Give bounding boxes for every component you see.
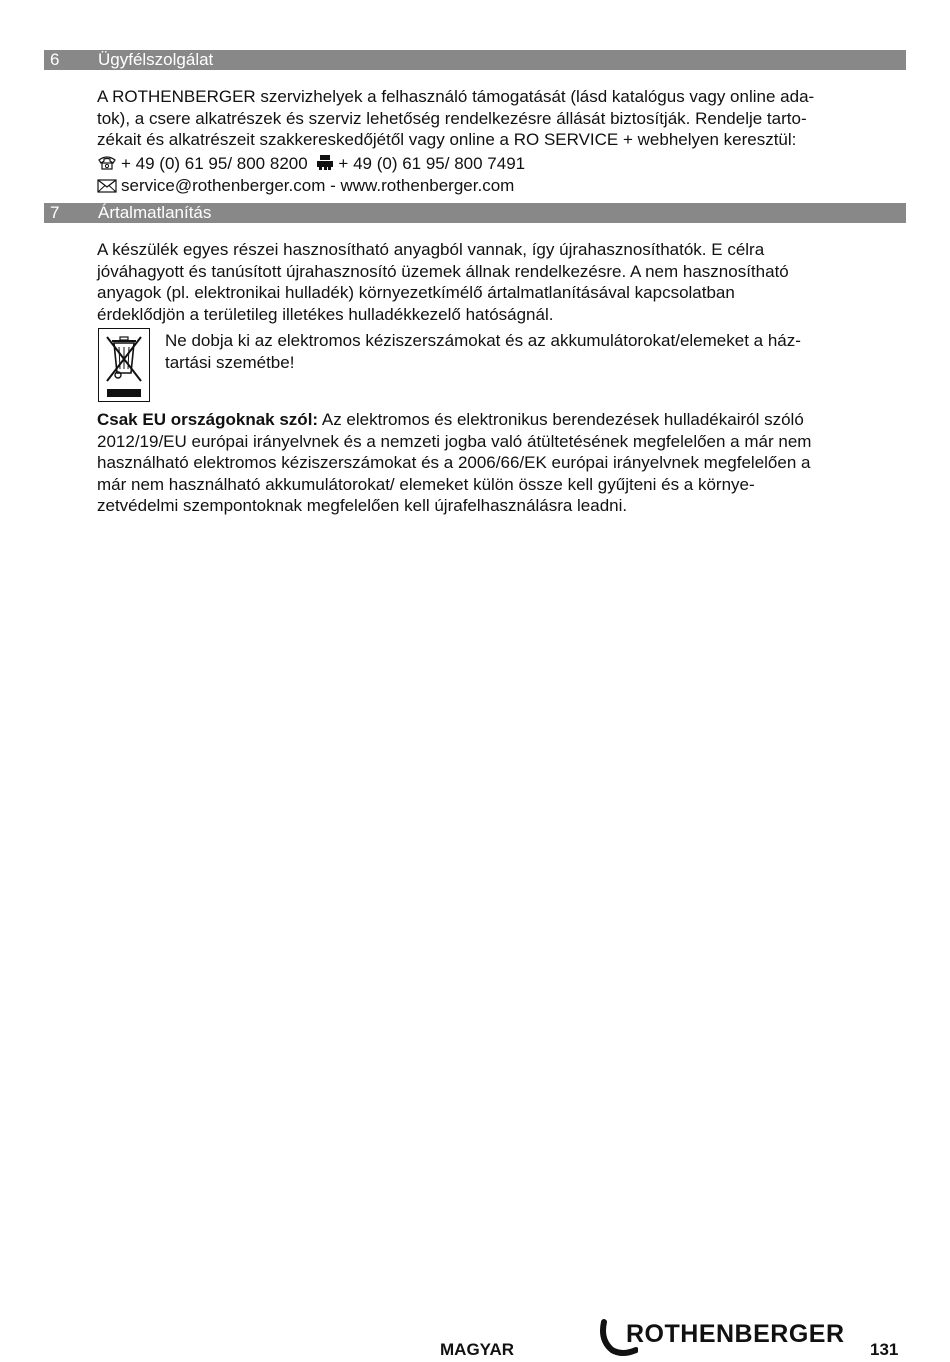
- phone-number: + 49 (0) 61 95/ 800 8200: [121, 154, 308, 173]
- text-line: zetvédelmi szempontoknak megfelelően kell újrafelhasználásra leadni.: [97, 496, 628, 515]
- phone-icon: [97, 155, 117, 177]
- brand-logo: [598, 1318, 854, 1358]
- disposal-warning: [165, 330, 890, 373]
- section-number: 7: [50, 203, 60, 222]
- text-line: már nem használható akkumulátorokat/ elemeket külön össze kell gyűjteni és a környe-: [97, 474, 755, 494]
- text-line: érdeklődjön a területileg illetékes hulladékkezelő hatóságnál.: [97, 304, 554, 324]
- fax-number: + 49 (0) 61 95/ 800 7491: [338, 154, 526, 173]
- text-line: tok), a csere alkatrészek és szerviz lehetőség rendelkezésre állását biztosítják. Rendelje tarto-: [97, 108, 807, 128]
- text-line: A készülék egyes részei hasznosítható anyagból vannak, így újrahasznosíthatók. E célra: [97, 240, 765, 259]
- text-line: 2012/19/EU európai irányelvnek és a nemzeti jogba való átültetésének megfelelően a már nem: [97, 431, 812, 451]
- eu-label: Csak EU országoknak szól:: [97, 410, 319, 429]
- section-title: Ártalmatlanítás: [98, 203, 212, 222]
- section-title: Ügyfélszolgálat: [98, 50, 214, 69]
- text-line: Ne dobja ki az elektromos kéziszerszámokat és az akkumulátorokat/elemeket a ház-: [165, 331, 801, 350]
- envelope-icon: [97, 177, 117, 199]
- text-line: Az elektromos és elektronikus berendezések hulladékairól szóló: [318, 410, 804, 429]
- text-line: zékait és alkatrészeit szakkereskedőjétől vagy online a RO SERVICE + webhelyen keresztül:: [97, 130, 797, 149]
- contact-email-line: [97, 175, 514, 199]
- section-6-header: [44, 50, 906, 70]
- text-line: A ROTHENBERGER szervizhelyek a felhasználó támogatását (lásd katalógus vagy online ada-: [97, 87, 815, 106]
- section-number: 6: [50, 50, 60, 69]
- section-7-header: [44, 203, 906, 223]
- contact-phone-fax-line: [97, 153, 525, 177]
- page-number: 131: [870, 1340, 899, 1359]
- text-line: jóváhagyott és tanúsított újrahasznosító üzemek állnak rendelkezésre. A nem hasznosítható: [97, 261, 789, 281]
- fax-icon: [316, 155, 334, 177]
- text-line: tartási szemétbe!: [165, 352, 295, 372]
- footer-language: MAGYAR: [440, 1340, 514, 1359]
- eu-notice-first-line: [97, 409, 804, 431]
- brand-name: ROTHENBERGER: [626, 1320, 845, 1348]
- text-line: anyagok (pl. elektronikai hulladék) környezetkímélő ártalmatlanításával kapcsolatban: [97, 283, 735, 302]
- email-web: service@rothenberger.com - www.rothenberger.com: [121, 176, 515, 195]
- text-line: használható elektromos kéziszerszámokat és a 2006/66/EK európai irányelvnek megfelelően a: [97, 453, 811, 472]
- crossed-out-wheelie-bin-icon: [98, 328, 150, 402]
